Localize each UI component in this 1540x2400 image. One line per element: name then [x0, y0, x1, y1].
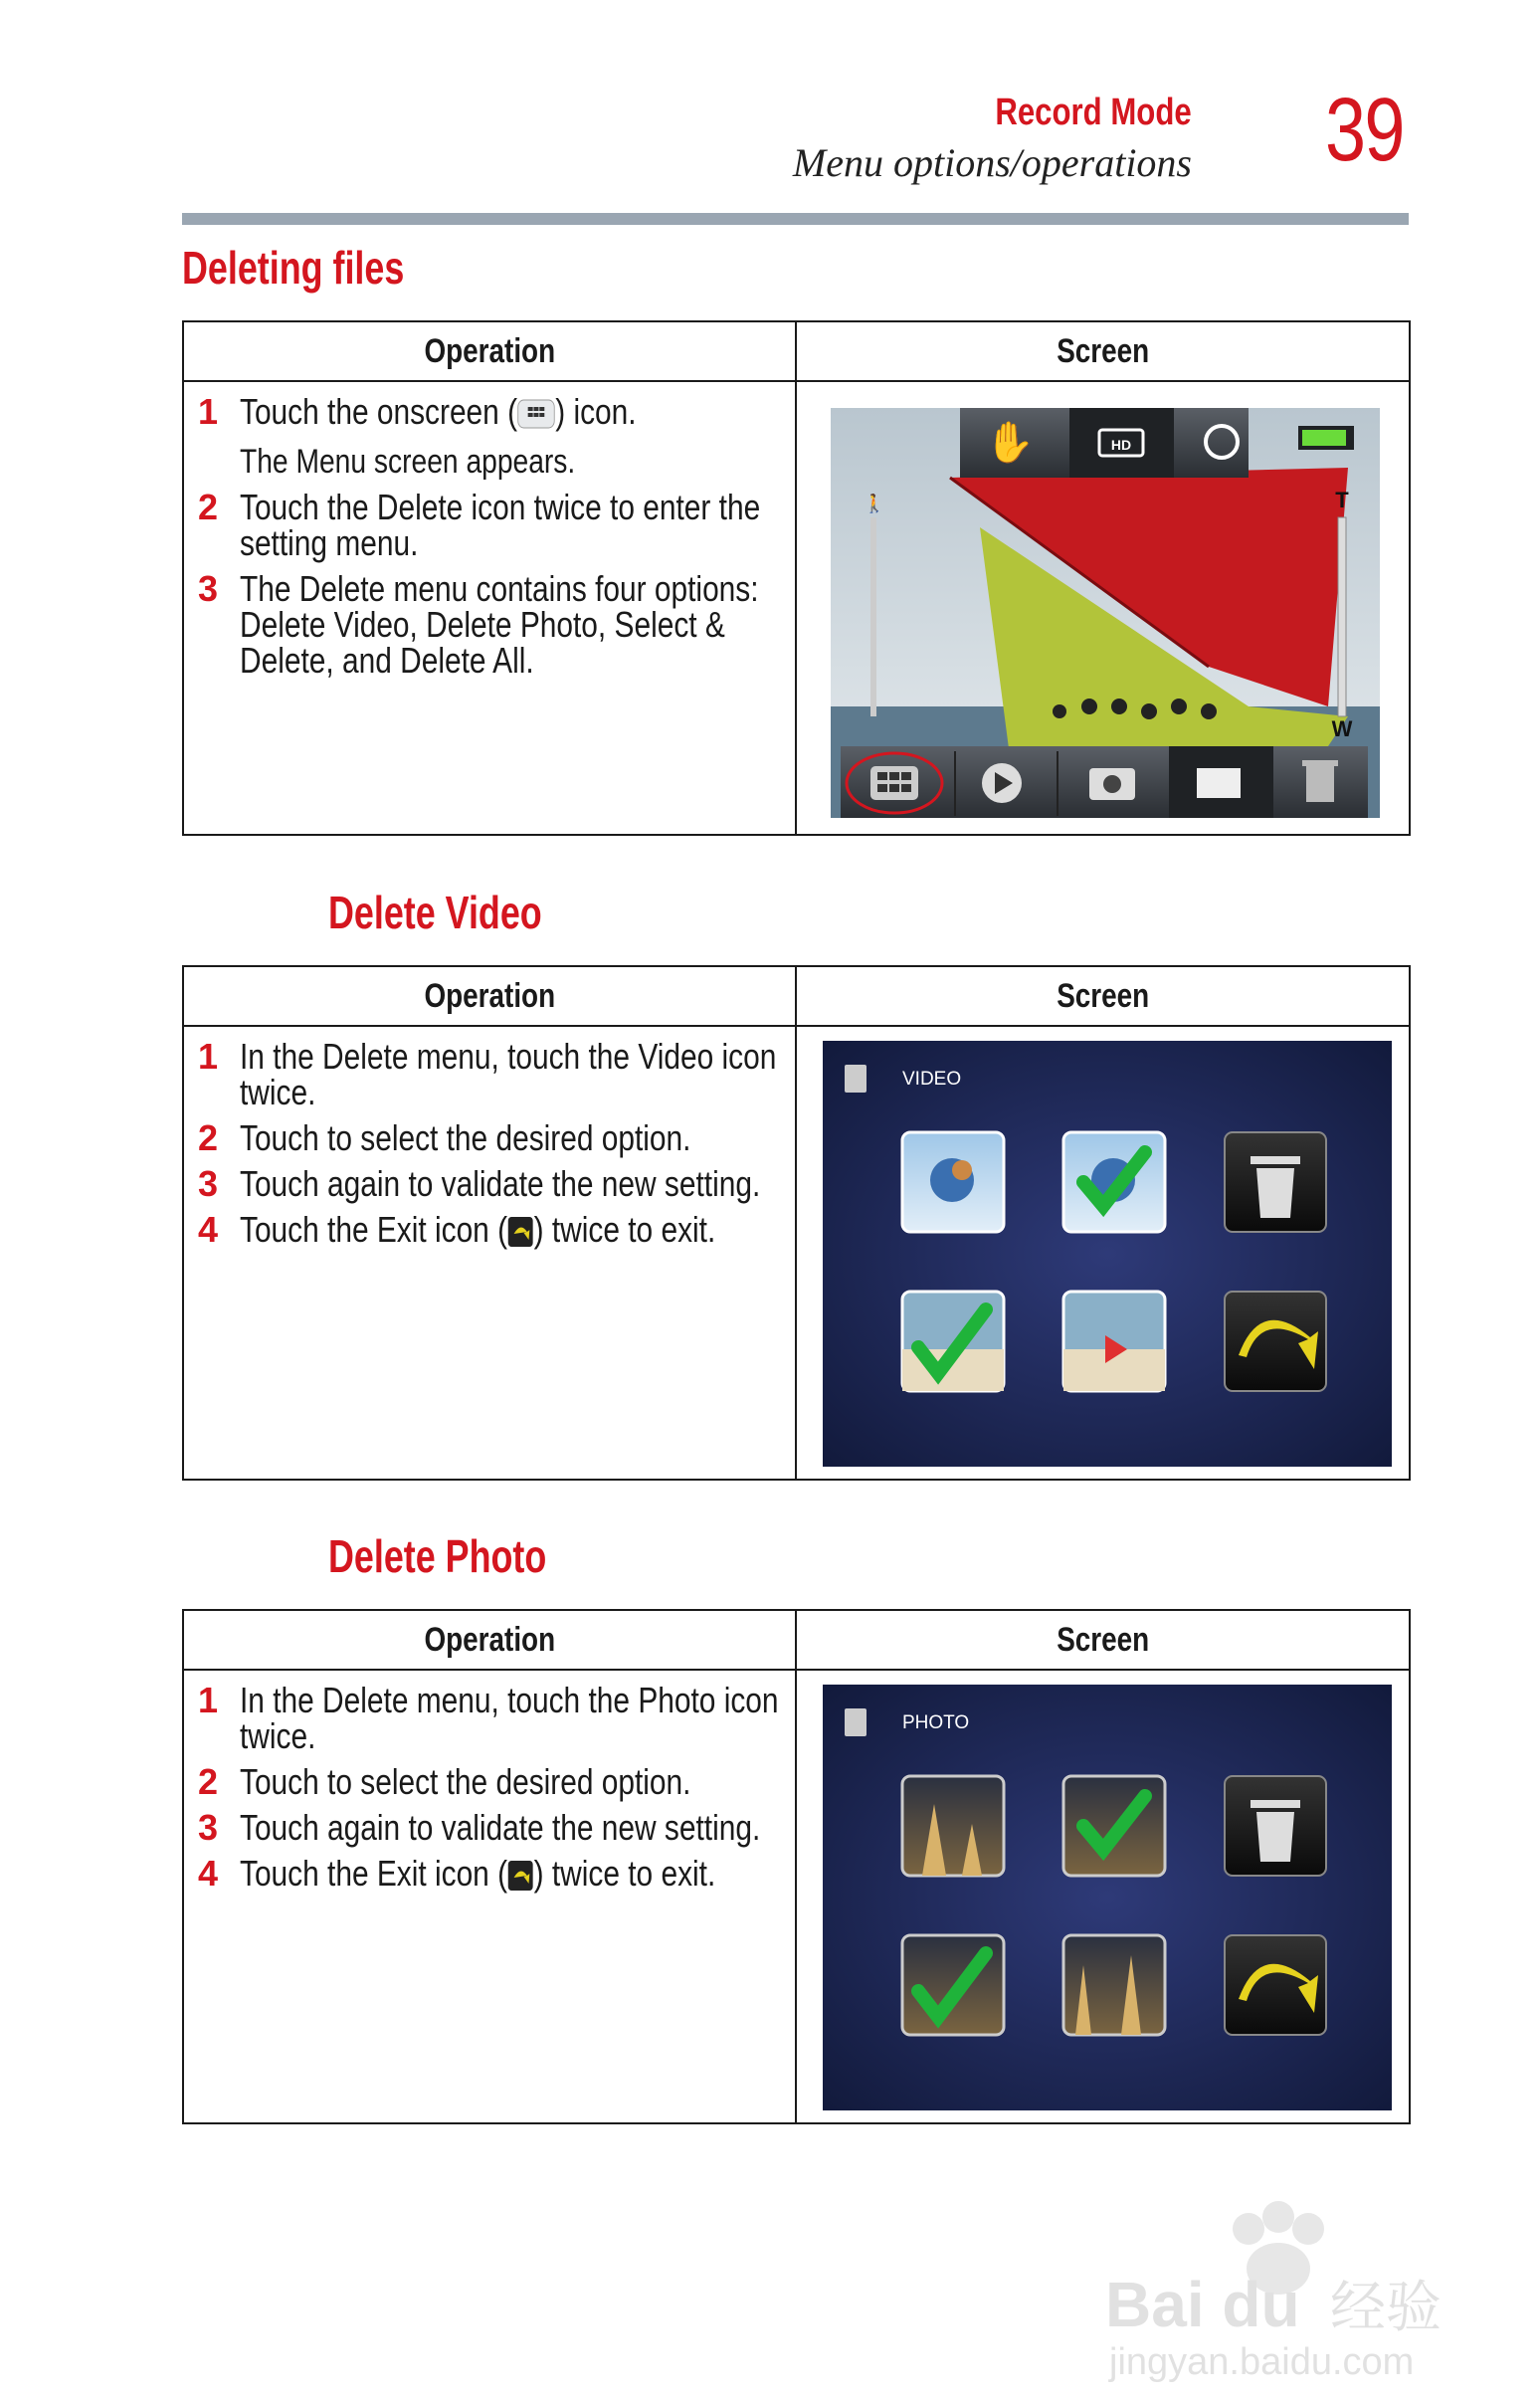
- step-text: Touch the Delete icon twice to enter the setting menu.: [240, 487, 761, 564]
- menu-grid-icon: [517, 398, 555, 430]
- operation-cell: [183, 1026, 796, 1480]
- step-item: [198, 1209, 785, 1250]
- step-text: Touch again to validate the new setting.: [240, 1807, 761, 1848]
- delete-video-menu-screen: [823, 1041, 1392, 1472]
- step-list: [184, 1671, 795, 1892]
- delete-video-menu: [823, 1041, 1392, 1467]
- step-number: 4: [198, 1209, 219, 1250]
- delete-photo-table: [182, 1609, 1411, 2124]
- header-rule: [182, 213, 1409, 225]
- step-item: [198, 1680, 785, 1756]
- trash-icon: [1251, 1156, 1300, 1164]
- hd-label: HD: [1110, 437, 1132, 453]
- step-text: Touch the Exit icon (: [240, 1853, 508, 1894]
- step-text: Touch the onscreen (: [240, 391, 518, 432]
- zoom-slider[interactable]: [1338, 517, 1346, 716]
- step-item: [198, 487, 785, 564]
- select-video-option[interactable]: [902, 1292, 1004, 1391]
- delete-all-photos-option[interactable]: [1225, 1776, 1326, 1876]
- step-subtext: The Menu screen appears.: [240, 443, 576, 482]
- person-walk-icon: 🚶: [863, 494, 886, 513]
- step-text: Touch to select the desired option.: [240, 1117, 691, 1158]
- trash-icon[interactable]: [1306, 764, 1334, 802]
- step-text: In the Delete menu, touch the Photo icon twice.: [240, 1680, 779, 1756]
- step-text: In the Delete menu, touch the Video icon twice.: [240, 1036, 777, 1112]
- screen-header: Screen: [796, 321, 1410, 381]
- step-number: 3: [198, 1807, 219, 1848]
- exit-icon: [507, 1860, 534, 1892]
- delete-selected-photo-option[interactable]: [1063, 1776, 1165, 1876]
- section-title-delete-video: Delete Video: [328, 887, 542, 938]
- step-text: Touch the Exit icon (: [240, 1209, 508, 1250]
- step-number: 2: [198, 1761, 219, 1802]
- step-text: The Delete menu contains four options: Delete Video, Delete Photo, Select & Delete, and Delete All.: [240, 568, 759, 682]
- operation-cell: [183, 1670, 796, 2123]
- step-item: [198, 1807, 785, 1848]
- step-list: [184, 1027, 795, 1248]
- screen-cell: [796, 1670, 1410, 2123]
- screen-header: Screen: [796, 1610, 1410, 1670]
- menu-label: VIDEO: [902, 1069, 962, 1090]
- screen-cell: [796, 381, 1410, 835]
- zoom-tele-label: T: [1335, 488, 1349, 512]
- delete-single-photo-option[interactable]: [902, 1776, 1004, 1876]
- operation-cell: [183, 381, 796, 835]
- video-camera-icon[interactable]: [1197, 768, 1241, 798]
- deleting-files-table: [182, 320, 1411, 836]
- step-number: 1: [198, 1036, 219, 1077]
- step-text: Touch to select the desired option.: [240, 1761, 691, 1802]
- step-number: 2: [198, 1117, 219, 1158]
- page-number: 39: [1325, 81, 1404, 180]
- play-video-option[interactable]: [1063, 1292, 1165, 1391]
- operation-header: Operation: [183, 321, 796, 381]
- delete-selected-video-option[interactable]: [1063, 1132, 1165, 1232]
- exit-option[interactable]: [1225, 1292, 1326, 1391]
- trash-small-icon: [845, 1708, 866, 1736]
- page-header: [0, 0, 1540, 229]
- delete-video-table: [182, 965, 1411, 1481]
- screen-header: Screen: [796, 966, 1410, 1026]
- zoom-wide-label: W: [1331, 716, 1353, 741]
- step-number: 2: [198, 487, 219, 528]
- step-item: [198, 391, 785, 482]
- delete-photo-menu-screen: [823, 1685, 1392, 2115]
- step-text-end: ) icon.: [555, 391, 637, 432]
- hand-icon[interactable]: ✋: [985, 421, 1035, 465]
- view-photo-option[interactable]: [1063, 1935, 1165, 2035]
- watermark-brand: Bai du: [1105, 2269, 1300, 2340]
- operation-header: Operation: [183, 966, 796, 1026]
- chapter-title: Record Mode: [995, 92, 1192, 133]
- step-number: 1: [198, 1680, 219, 1720]
- step-text-end: ) twice to exit.: [533, 1853, 716, 1894]
- screen-cell: [796, 1026, 1410, 1480]
- baidu-watermark: [1099, 2189, 1477, 2388]
- step-item: [198, 1036, 785, 1112]
- watermark-url: jingyan.baidu.com: [1109, 2341, 1415, 2383]
- exit-icon: [507, 1216, 534, 1248]
- delete-single-video-option[interactable]: [902, 1132, 1004, 1232]
- delete-photo-menu: [823, 1685, 1392, 2110]
- step-number: 4: [198, 1853, 219, 1894]
- step-text-end: ) twice to exit.: [533, 1209, 716, 1250]
- section-title-deleting-files: Deleting files: [182, 242, 405, 294]
- step-item: [198, 1761, 785, 1802]
- step-number: 3: [198, 568, 219, 610]
- step-item: [198, 1163, 785, 1204]
- operation-header: Operation: [183, 1610, 796, 1670]
- step-text: Touch again to validate the new setting.: [240, 1163, 761, 1204]
- menu-label: PHOTO: [902, 1712, 970, 1733]
- delete-all-videos-option[interactable]: [1225, 1132, 1326, 1232]
- step-item: [198, 1853, 785, 1894]
- exit-option[interactable]: [1225, 1935, 1326, 2035]
- section-subtitle: Menu options/operations: [792, 140, 1192, 185]
- step-item: [198, 568, 785, 682]
- exposure-slider[interactable]: [870, 517, 876, 716]
- select-photo-option[interactable]: [902, 1935, 1004, 2035]
- trash-small-icon: [845, 1065, 866, 1093]
- watermark-cn: 经验: [1330, 2276, 1442, 2338]
- step-number: 1: [198, 391, 219, 432]
- section-title-delete-photo: Delete Photo: [328, 1530, 547, 1582]
- baidu-paw-logo: [1099, 2189, 1477, 2388]
- step-list: [184, 382, 795, 682]
- step-number: 3: [198, 1163, 219, 1204]
- camera-record-screenshot: [831, 408, 1380, 818]
- trash-icon: [1251, 1800, 1300, 1808]
- battery-icon: [1302, 430, 1346, 446]
- step-item: [198, 1117, 785, 1158]
